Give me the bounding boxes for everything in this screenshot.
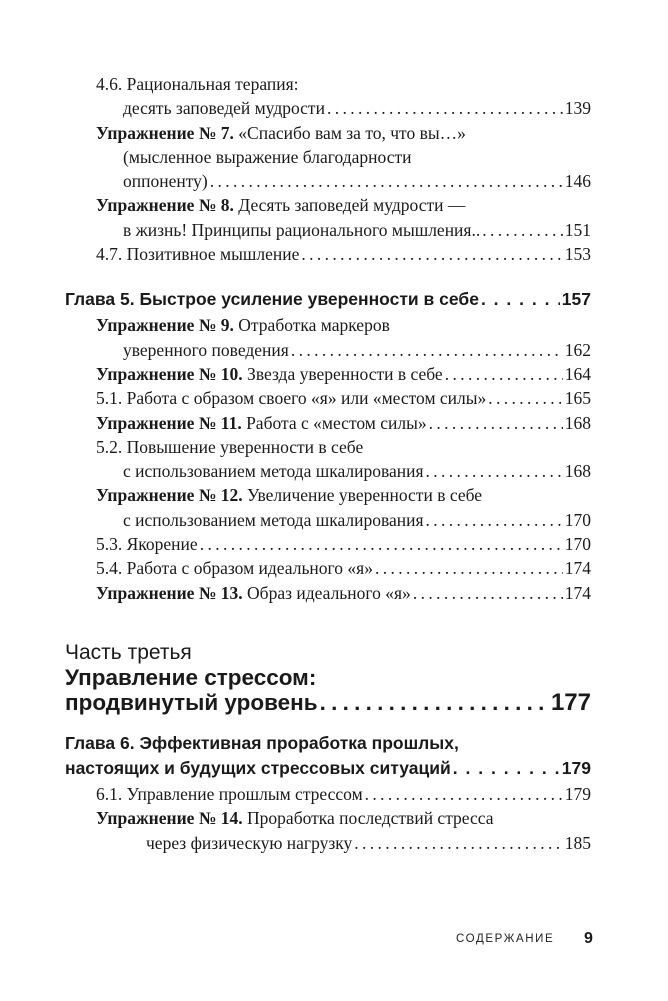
- toc-part[interactable]: [65, 640, 591, 715]
- dot-leader: [327, 96, 563, 120]
- toc-line: [96, 193, 591, 217]
- toc-title-text: 4.6. Рациональная терапия:: [96, 74, 299, 94]
- toc-text: [123, 338, 289, 362]
- toc-line: [65, 665, 591, 690]
- toc-title-text: Отработка маркеров: [233, 315, 390, 336]
- toc-entry[interactable]: [65, 806, 591, 855]
- exercise-label: Упражнение № 13.: [96, 582, 243, 603]
- toc-text: [96, 556, 373, 580]
- page-ref: 139: [564, 98, 591, 119]
- toc-line: [96, 386, 591, 410]
- exercise-label: Упражнение № 10.: [96, 363, 243, 384]
- toc-title-text: (мысленное выражение благодарности: [123, 146, 412, 167]
- toc-chapter[interactable]: [65, 731, 591, 781]
- toc-entry[interactable]: [65, 386, 591, 410]
- toc-title-text: 6.1. Управление прошлым стрессом: [96, 783, 363, 804]
- toc-entry[interactable]: [65, 435, 591, 484]
- page-ref: 179: [564, 783, 591, 804]
- toc-line: [96, 362, 591, 386]
- table-of-contents: [65, 72, 591, 855]
- toc-text: [96, 485, 482, 505]
- dot-leader: [210, 169, 563, 193]
- toc-title-text: Проработка последствий стресса: [242, 808, 494, 829]
- page-ref: 151: [564, 219, 591, 240]
- dot-leader: [481, 287, 560, 312]
- page-ref: 174: [564, 582, 591, 603]
- toc-text: [96, 411, 427, 435]
- toc-entry[interactable]: [65, 556, 591, 580]
- toc-text: [123, 96, 325, 120]
- toc-text: [65, 665, 316, 690]
- toc-line: [96, 242, 591, 266]
- exercise-label: Упражнение № 9.: [96, 315, 234, 336]
- toc-line: [65, 287, 591, 312]
- toc-text: [65, 287, 479, 312]
- page-number: 9: [584, 930, 593, 947]
- toc-text: [96, 532, 198, 556]
- toc-title-text: Десять заповедей мудрости —: [233, 195, 466, 216]
- toc-title-text: «Спасибо вам за то, что вы…»: [233, 122, 466, 143]
- dot-leader: [365, 782, 563, 806]
- exercise-label: Упражнение № 11.: [96, 412, 242, 433]
- toc-text: [96, 362, 443, 386]
- toc-line: [96, 508, 591, 532]
- toc-title-text: 5.1. Работа с образом своего «я» или «местом силы»: [96, 388, 487, 409]
- page-ref: 179: [561, 757, 591, 778]
- toc-line: [96, 532, 591, 556]
- toc-line: [96, 313, 591, 337]
- toc-text: [123, 459, 424, 483]
- page-ref: 153: [564, 244, 591, 265]
- toc-text: [96, 315, 390, 335]
- toc-text: [123, 169, 208, 193]
- dot-leader: [291, 338, 563, 362]
- toc-text: [96, 437, 363, 457]
- toc-line: [96, 169, 591, 193]
- toc-text: [96, 581, 411, 605]
- toc-entry[interactable]: [65, 362, 591, 386]
- dot-leader: [413, 581, 563, 605]
- toc-line: [96, 338, 591, 362]
- page-ref: 146: [564, 171, 591, 192]
- page-ref: 157: [561, 289, 591, 310]
- toc-title-text: 5.3. Якорение: [96, 534, 198, 555]
- toc-entry[interactable]: [65, 483, 591, 532]
- toc-title-text: Глава 5. Быстрое усиление уверенности в себе: [65, 289, 479, 310]
- toc-text: [96, 242, 299, 266]
- toc-title-text: Образ идеального «я»: [242, 582, 411, 603]
- toc-entry[interactable]: [65, 242, 591, 266]
- dot-leader: [453, 756, 560, 781]
- toc-title-text: с использованием метода шкалирования: [123, 461, 424, 482]
- page-ref: 170: [564, 509, 591, 530]
- toc-line: [65, 690, 591, 715]
- toc-title-text: в жизнь! Принципы рационального мышления..: [123, 219, 481, 240]
- toc-title-text: 5.4. Работа с образом идеального «я»: [96, 558, 373, 579]
- toc-entry[interactable]: [65, 532, 591, 556]
- exercise-label: Упражнение № 8.: [96, 195, 234, 216]
- page-ref: 174: [564, 558, 591, 579]
- toc-line: [65, 731, 591, 756]
- toc-line: [96, 145, 591, 169]
- toc-line: [96, 831, 591, 855]
- page-ref: 162: [564, 339, 591, 360]
- toc-title-text: Работа с «местом силы»: [241, 412, 427, 433]
- toc-text: [146, 831, 352, 855]
- dot-leader: [426, 508, 563, 532]
- toc-text: [96, 195, 465, 215]
- toc-entry[interactable]: [65, 121, 591, 194]
- toc-line: [96, 806, 591, 830]
- toc-text: [96, 74, 299, 94]
- toc-line: [96, 72, 591, 96]
- toc-entry[interactable]: [65, 411, 591, 435]
- dot-leader: [375, 556, 563, 580]
- exercise-label: Упражнение № 14.: [96, 808, 243, 829]
- dot-leader: [482, 218, 563, 242]
- toc-title-text: Звезда уверенности в себе: [242, 363, 443, 384]
- page-ref: 185: [564, 832, 591, 853]
- toc-title-text: Управление стрессом:: [65, 664, 317, 690]
- page-ref: 165: [564, 388, 591, 409]
- part-kicker: Часть третья: [65, 640, 192, 664]
- dot-leader: [429, 411, 563, 435]
- toc-text: [96, 386, 486, 410]
- toc-title-text: Глава 6. Эффективная проработка прошлых,: [65, 732, 459, 753]
- toc-entry[interactable]: [65, 581, 591, 605]
- toc-line: [96, 411, 591, 435]
- dot-leader: [200, 532, 563, 556]
- page-ref: 177: [550, 688, 591, 716]
- dot-leader: [488, 386, 562, 410]
- toc-line: [96, 121, 591, 145]
- toc-title-text: 4.7. Позитивное мышление: [96, 244, 300, 265]
- toc-text: [96, 808, 494, 828]
- page-ref: 168: [564, 461, 591, 482]
- toc-line: [96, 483, 591, 507]
- toc-title-text: Увеличение уверенности в себе: [242, 485, 483, 506]
- dot-leader: [301, 242, 562, 266]
- toc-text: [123, 218, 480, 242]
- toc-chapter[interactable]: [65, 287, 591, 312]
- toc-entry[interactable]: [65, 72, 591, 121]
- toc-title-text: 5.2. Повышение уверенности в себе: [96, 436, 364, 457]
- dot-leader: [320, 690, 549, 715]
- toc-title-text: с использованием метода шкалирования: [123, 509, 424, 530]
- toc-line: [96, 96, 591, 120]
- exercise-label: Упражнение № 12.: [96, 485, 243, 506]
- dot-leader: [445, 362, 563, 386]
- toc-text: [123, 508, 424, 532]
- exercise-label: Упражнение № 7.: [96, 122, 234, 143]
- toc-title-text: продвинутый уровень: [65, 689, 318, 715]
- toc-text: [65, 756, 451, 781]
- toc-title-text: десять заповедей мудрости: [123, 98, 325, 119]
- toc-line: [96, 782, 591, 806]
- toc-line: [96, 435, 591, 459]
- dot-leader: [354, 831, 562, 855]
- running-title: СОДЕРЖАНИЕ: [456, 933, 555, 945]
- toc-text: [65, 690, 318, 715]
- dot-leader: [426, 459, 563, 483]
- toc-title-text: настоящих и будущих стрессовых ситуаций: [65, 757, 451, 778]
- toc-text: [96, 123, 466, 143]
- toc-text: [65, 733, 459, 753]
- toc-entry[interactable]: [65, 193, 591, 242]
- toc-title-text: уверенного поведения: [123, 339, 289, 360]
- page-ref: 170: [564, 534, 591, 555]
- page-ref: 164: [564, 363, 591, 384]
- toc-title-text: через физическую нагрузку: [146, 832, 353, 853]
- toc-entry[interactable]: [65, 313, 591, 362]
- toc-line: [65, 756, 591, 781]
- toc-text: [96, 782, 363, 806]
- toc-line: [96, 581, 591, 605]
- toc-title-text: оппоненту): [123, 171, 208, 192]
- toc-entry[interactable]: [65, 782, 591, 806]
- toc-line: [96, 218, 591, 242]
- toc-text: [123, 147, 412, 167]
- toc-line: [96, 556, 591, 580]
- toc-line: [96, 459, 591, 483]
- page-ref: 168: [564, 412, 591, 433]
